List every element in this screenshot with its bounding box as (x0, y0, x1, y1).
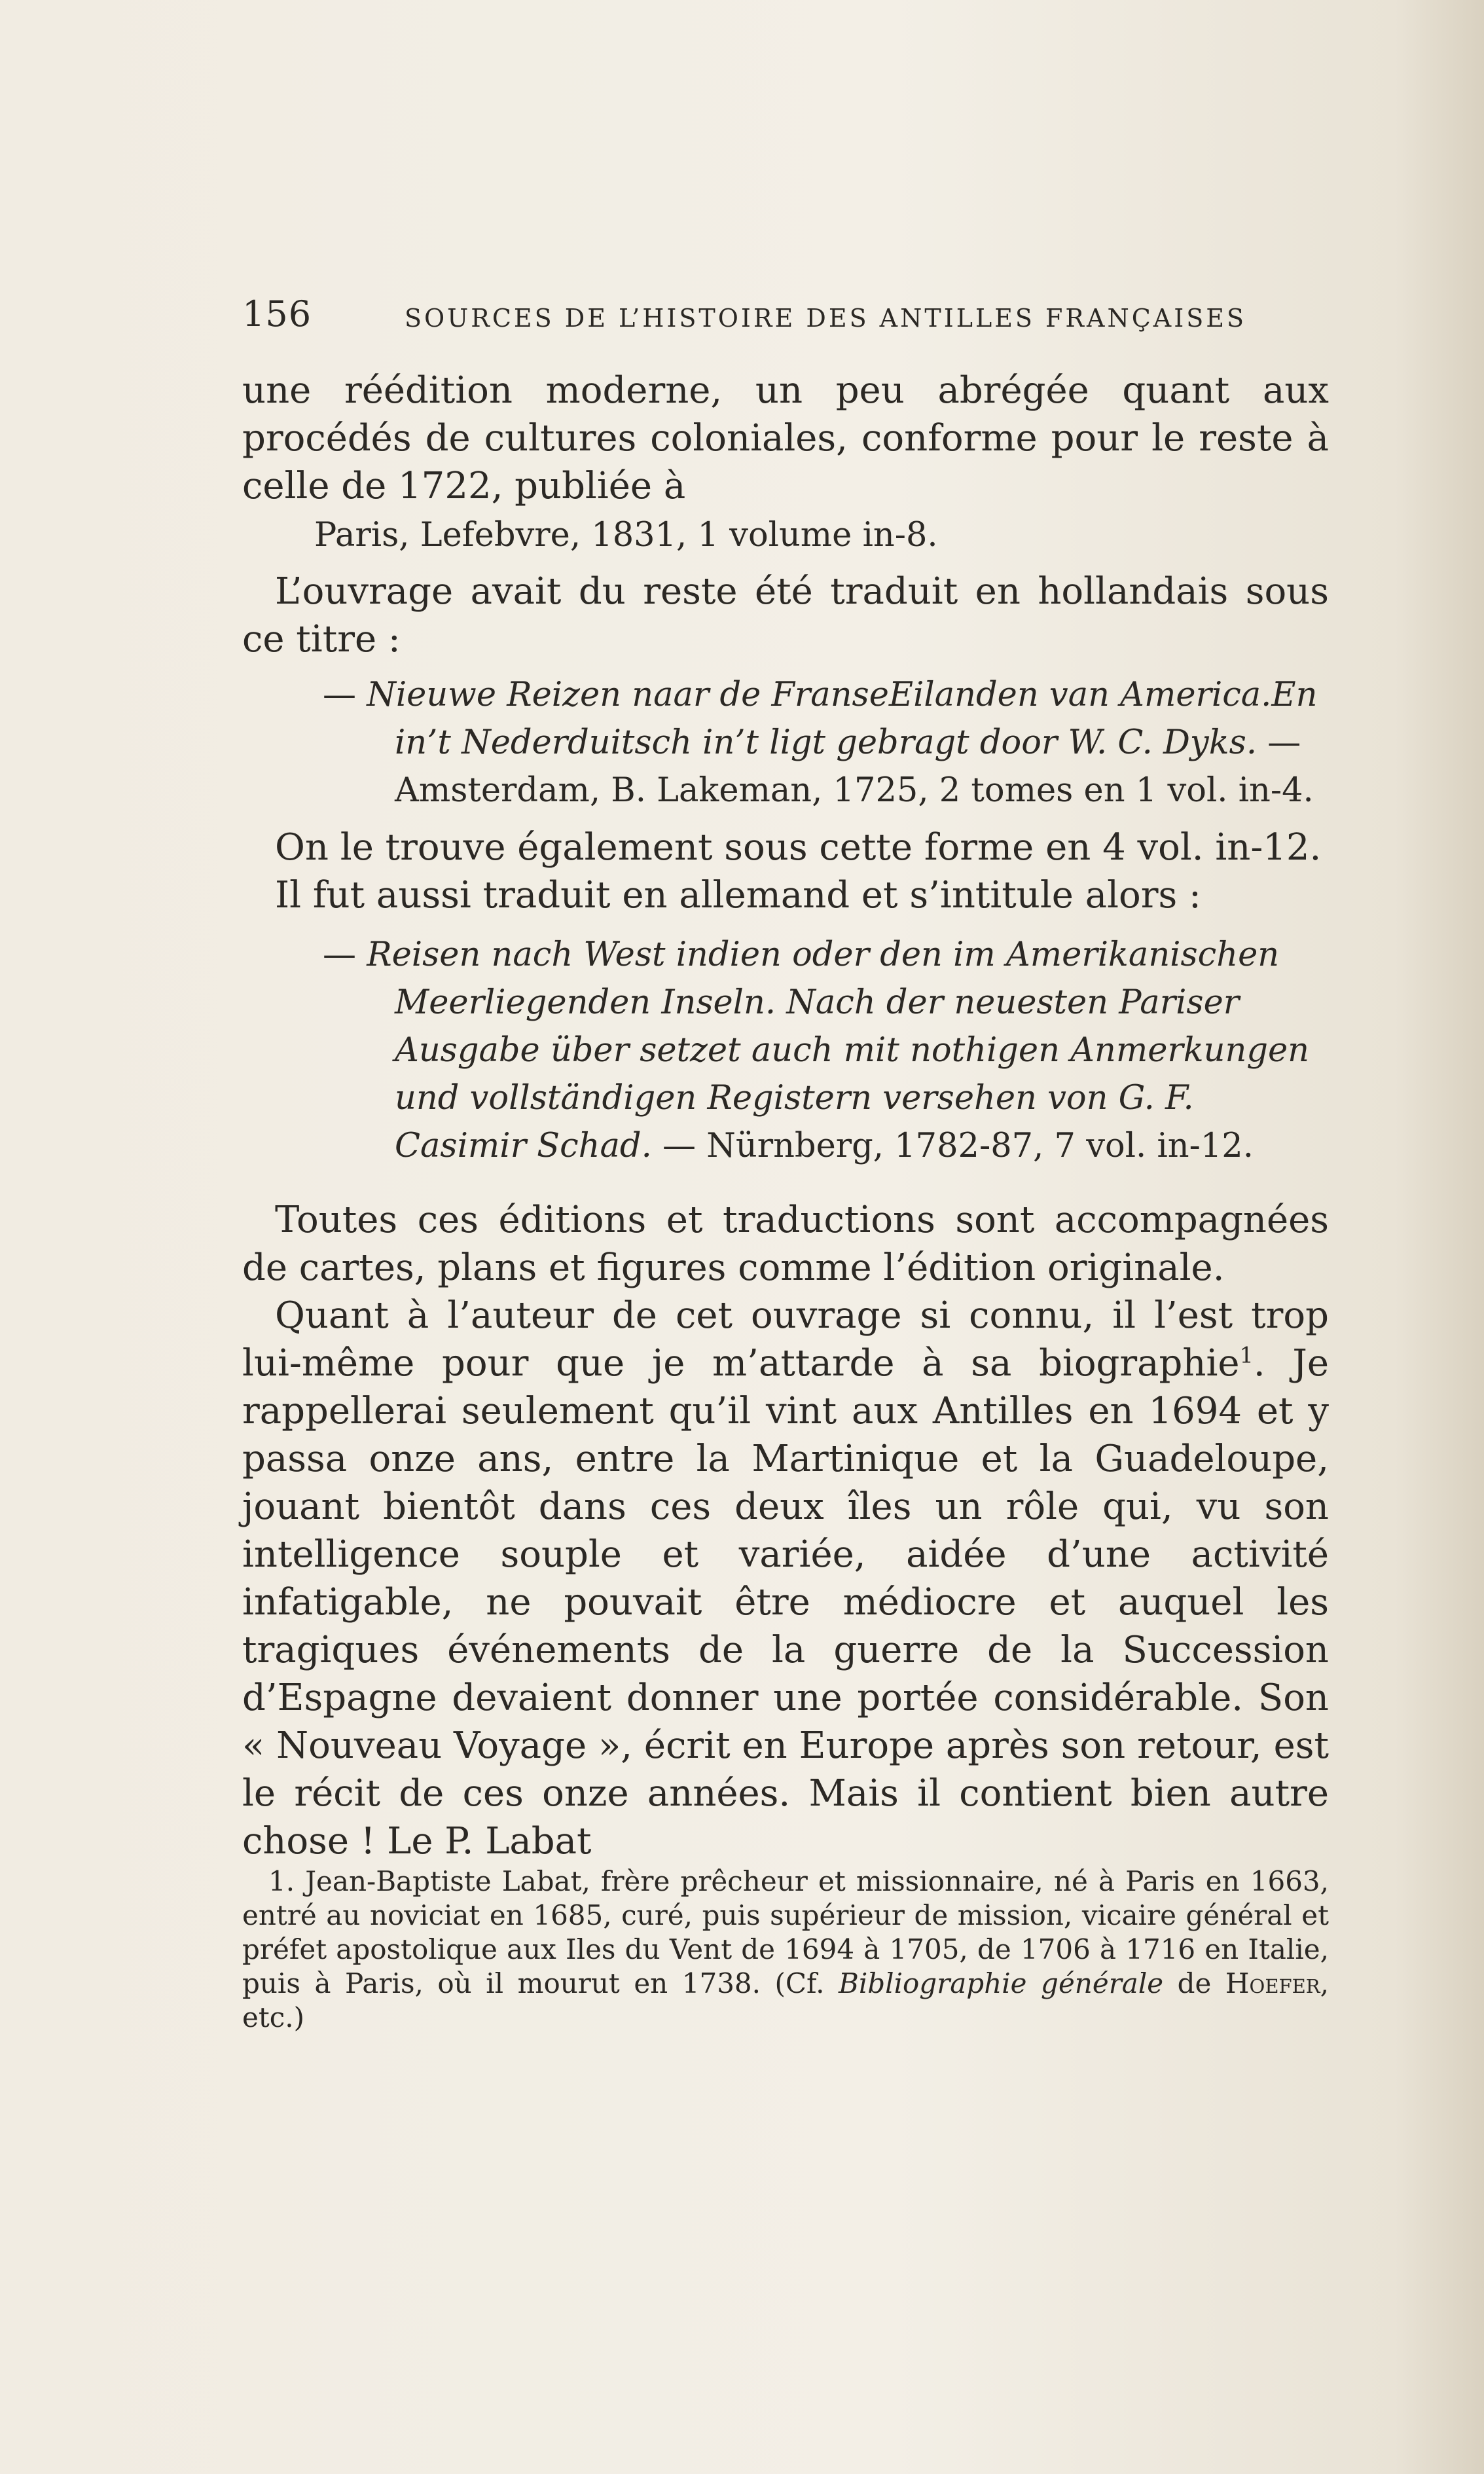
footnote-text: de (1177, 1967, 1212, 1999)
paragraph: Il fut aussi traduit en allemand et s’intitule alors : (275, 874, 1201, 917)
reference-title: Nieuwe Reizen naar de FranseEilanden van America.En in’t Nederduitsch in’t ligt gebragt door W. C. Dyks. (367, 676, 1318, 762)
paragraph: une réédition moderne, un peu abrégée quant aux procédés de cultures coloniales, conforme pour le reste à celle de 1722, publiée à (242, 369, 1329, 507)
paragraph-text: . Je rappellerai seulement qu’il vint aux Antilles en 1694 et y passa onze ans, entre la Martinique et la Guadeloupe, jouant bientôt dans ces deux îles un rôle qui, vu son intelligence souple et variée, aidée d’une activité infatigable, ne pouvait être médiocre et auquel les tragiques événements de la guerre de la Succession d’Espagne devaient donner une portée considérable. Son « Nouveau Voyage », écrit en Europe après son retour, est le récit de ces onze années. Mais il contient bien autre chose ! Le P. Labat (242, 1342, 1329, 1863)
footnote-text: Jean-Baptiste Labat, frère prêcheur et missionnaire, né à Paris en 1663, entré au noviciat en 1685, curé, puis supérieur de mission, vicaire général et préfet apostolique aux Iles du Vent de 1694 à 1705, de 1706 à 1716 en Italie, puis à Paris, où il mourut en 1738. (Cf. (242, 1865, 1329, 1999)
footnote (242, 1865, 1329, 2035)
main-text (242, 367, 1329, 1865)
reference-dash: — (323, 676, 367, 714)
footnote-author: Hoefer (1225, 1967, 1320, 1999)
bibliographic-reference (242, 671, 1329, 814)
footnote-reference: 1 (1239, 1342, 1254, 1368)
running-title: SOURCES DE L’HISTOIRE DES ANTILLES FRANÇAISES (405, 304, 1247, 333)
bibliographic-reference (242, 931, 1329, 1170)
reference-imprint: — Amsterdam, B. Lakeman, 1725, 2 tomes en 1 vol. in-4. (395, 723, 1314, 810)
reference-dash: — (323, 936, 367, 974)
paragraph: On le trouve également sous cette forme en 4 vol. in-12. (275, 826, 1322, 869)
reference-imprint: — Nürnberg, 1782-87, 7 vol. in-12. (662, 1127, 1254, 1165)
footnote-number: 1. (268, 1865, 295, 1897)
footnote-end: , etc.) (242, 1967, 1329, 2033)
reference-title: Reisen nach West indien oder den im Amerikanischen Meerliegenden Inseln. Nach der neuesten Pariser Ausgabe über setzet auch mit nothigen Anmerkungen und vollständigen Registern versehen von G. F. Casimir Schad. (367, 936, 1310, 1165)
footnote-italic-title: Bibliographie générale (838, 1967, 1164, 1999)
paragraph-text: Quant à l’auteur de cet ouvrage si connu, il l’est trop lui-même pour que je m’attarde à sa biographie (242, 1294, 1329, 1385)
paragraph (242, 1292, 1329, 1865)
paragraph: L’ouvrage avait du reste été traduit en hollandais sous ce titre : (242, 570, 1329, 661)
page-header (242, 293, 1329, 339)
citation: Paris, Lefebvre, 1831, 1 volume in-8. (314, 516, 938, 555)
paragraph: Toutes ces éditions et traductions sont accompagnées de cartes, plans et figures comme l’édition originale. (242, 1199, 1329, 1289)
page-number: 156 (242, 293, 312, 335)
